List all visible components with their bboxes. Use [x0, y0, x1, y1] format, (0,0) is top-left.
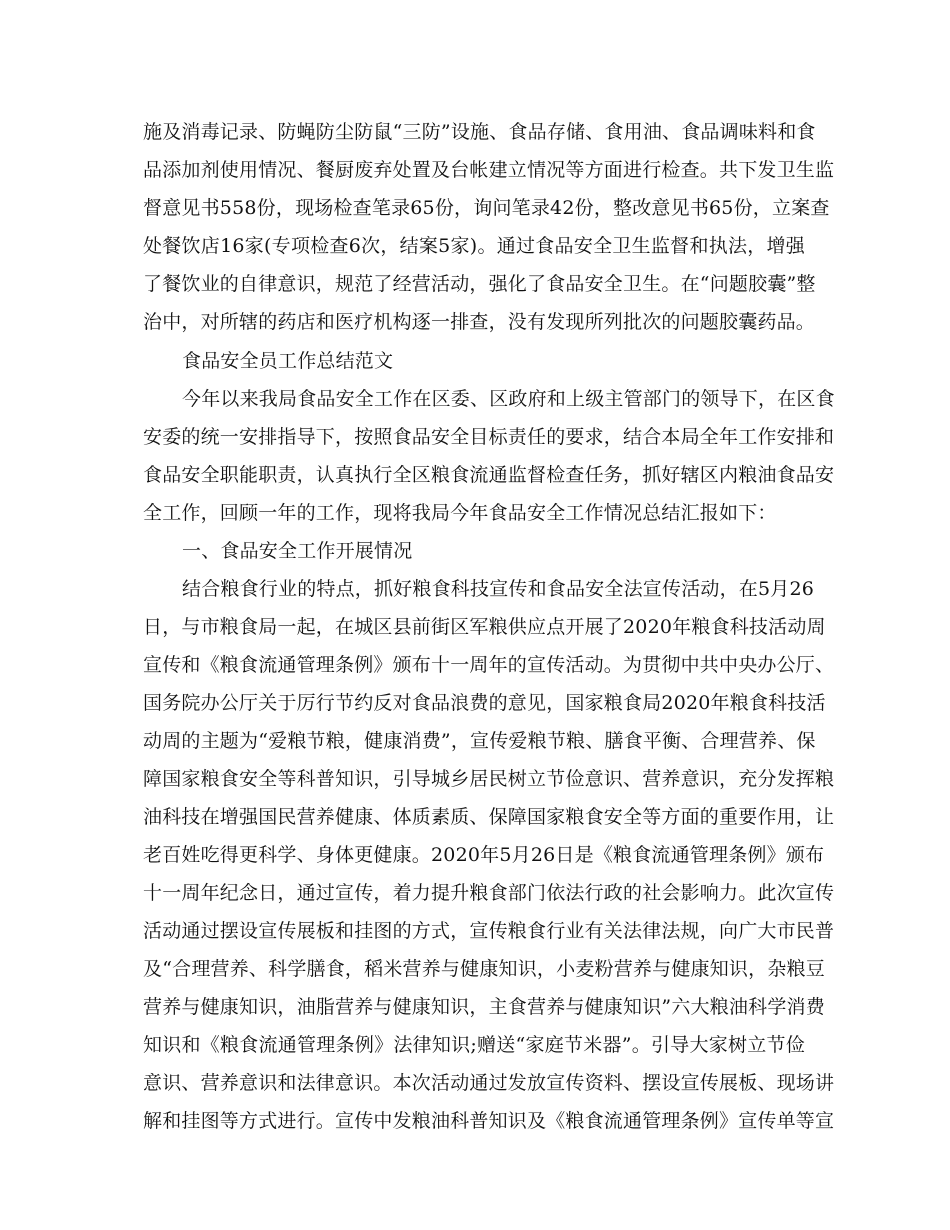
- text-line: 活动通过摆设宣传展板和挂图的方式，宣传粮食行业有关法律法规，向广大市民普: [143, 920, 835, 942]
- text-line: 解和挂图等方式进行。宣传中发粮油科普知识及《粮食流通管理条例》宣传单等宣: [143, 1110, 835, 1132]
- text-line: 国务院办公厅关于厉行节约反对食品浪费的意见，国家粮食局2020年粮食科技活: [143, 692, 826, 714]
- text-line: 督意见书558份，现场检查笔录65份，询问笔录42份，整改意见书65份，立案查: [143, 197, 830, 219]
- text-line: 及“合理营养、科学膳食，稻米营养与健康知识，小麦粉营养与健康知识，杂粮豆: [143, 958, 825, 980]
- text-line: 营养与健康知识，油脂营养与健康知识，主食营养与健康知识”六大粮油科学消费: [143, 996, 825, 1018]
- text-line: 日，与市粮食局一起，在城区县前街区军粮供应点开展了2020年粮食科技活动周: [143, 616, 826, 638]
- text-line: 油科技在增强国民营养健康、体质素质、保障国家粮食安全等方面的重要作用，让: [143, 806, 835, 828]
- text-line: 治中，对所辖的药店和医疗机构逐一排查，没有发现所列批次的问题胶囊药品。: [143, 311, 816, 333]
- text-line: 全工作，回顾一年的工作，现将我局今年食品安全工作情况总结汇报如下：: [143, 502, 777, 524]
- text-line: 处餐饮店16家(专项检查6次，结案5家)。通过食品安全卫生监督和执法，增强: [143, 235, 805, 257]
- section-title: 食品安全员工作总结范文: [182, 350, 394, 372]
- text-line: 施及消毒记录、防蝇防尘防鼠“三防”设施、食品存储、食用油、食品调味料和食: [143, 121, 816, 143]
- text-line: 结合粮食行业的特点，抓好粮食科技宣传和食品安全法宣传活动，在5月26: [182, 578, 815, 600]
- text-line: 安委的统一安排指导下，按照食品安全目标责任的要求，结合本局全年工作安排和: [143, 426, 835, 448]
- text-line: 宣传和《粮食流通管理条例》颁布十一周年的宣传活动。为贯彻中共中央办公厅、: [143, 654, 835, 676]
- section-heading: 一、食品安全工作开展情况: [182, 540, 413, 562]
- text-line: 障国家粮食安全等科普知识，引导城乡居民树立节俭意识、营养意识，充分发挥粮: [143, 768, 835, 790]
- text-line: 意识、营养意识和法律意识。本次活动通过发放宣传资料、摆设宣传展板、现场讲: [143, 1072, 835, 1094]
- text-line: 品添加剂使用情况、餐厨废弃处置及台帐建立情况等方面进行检查。共下发卫生监: [143, 159, 835, 181]
- text-line: 老百姓吃得更科学、身体更健康。2020年5月26日是《粮食流通管理条例》颁布: [143, 844, 825, 866]
- text-line: 动周的主题为“爱粮节粮，健康消费”，宣传爱粮节粮、膳食平衡、合理营养、保: [143, 730, 816, 752]
- text-line: 食品安全职能职责，认真执行全区粮食流通监督检查任务，抓好辖区内粮油食品安: [143, 464, 835, 486]
- text-line: 十一周年纪念日，通过宣传，着力提升粮食部门依法行政的社会影响力。此次宣传: [143, 882, 835, 904]
- text-line: 知识和《粮食流通管理条例》法律知识;赠送“家庭节米器”。引导大家树立节俭: [143, 1034, 805, 1056]
- text-line: 了餐饮业的自律意识，规范了经营活动，强化了食品安全卫生。在“问题胶囊”整: [143, 273, 816, 295]
- text-line: 今年以来我局食品安全工作在区委、区政府和上级主管部门的领导下，在区食: [182, 388, 835, 410]
